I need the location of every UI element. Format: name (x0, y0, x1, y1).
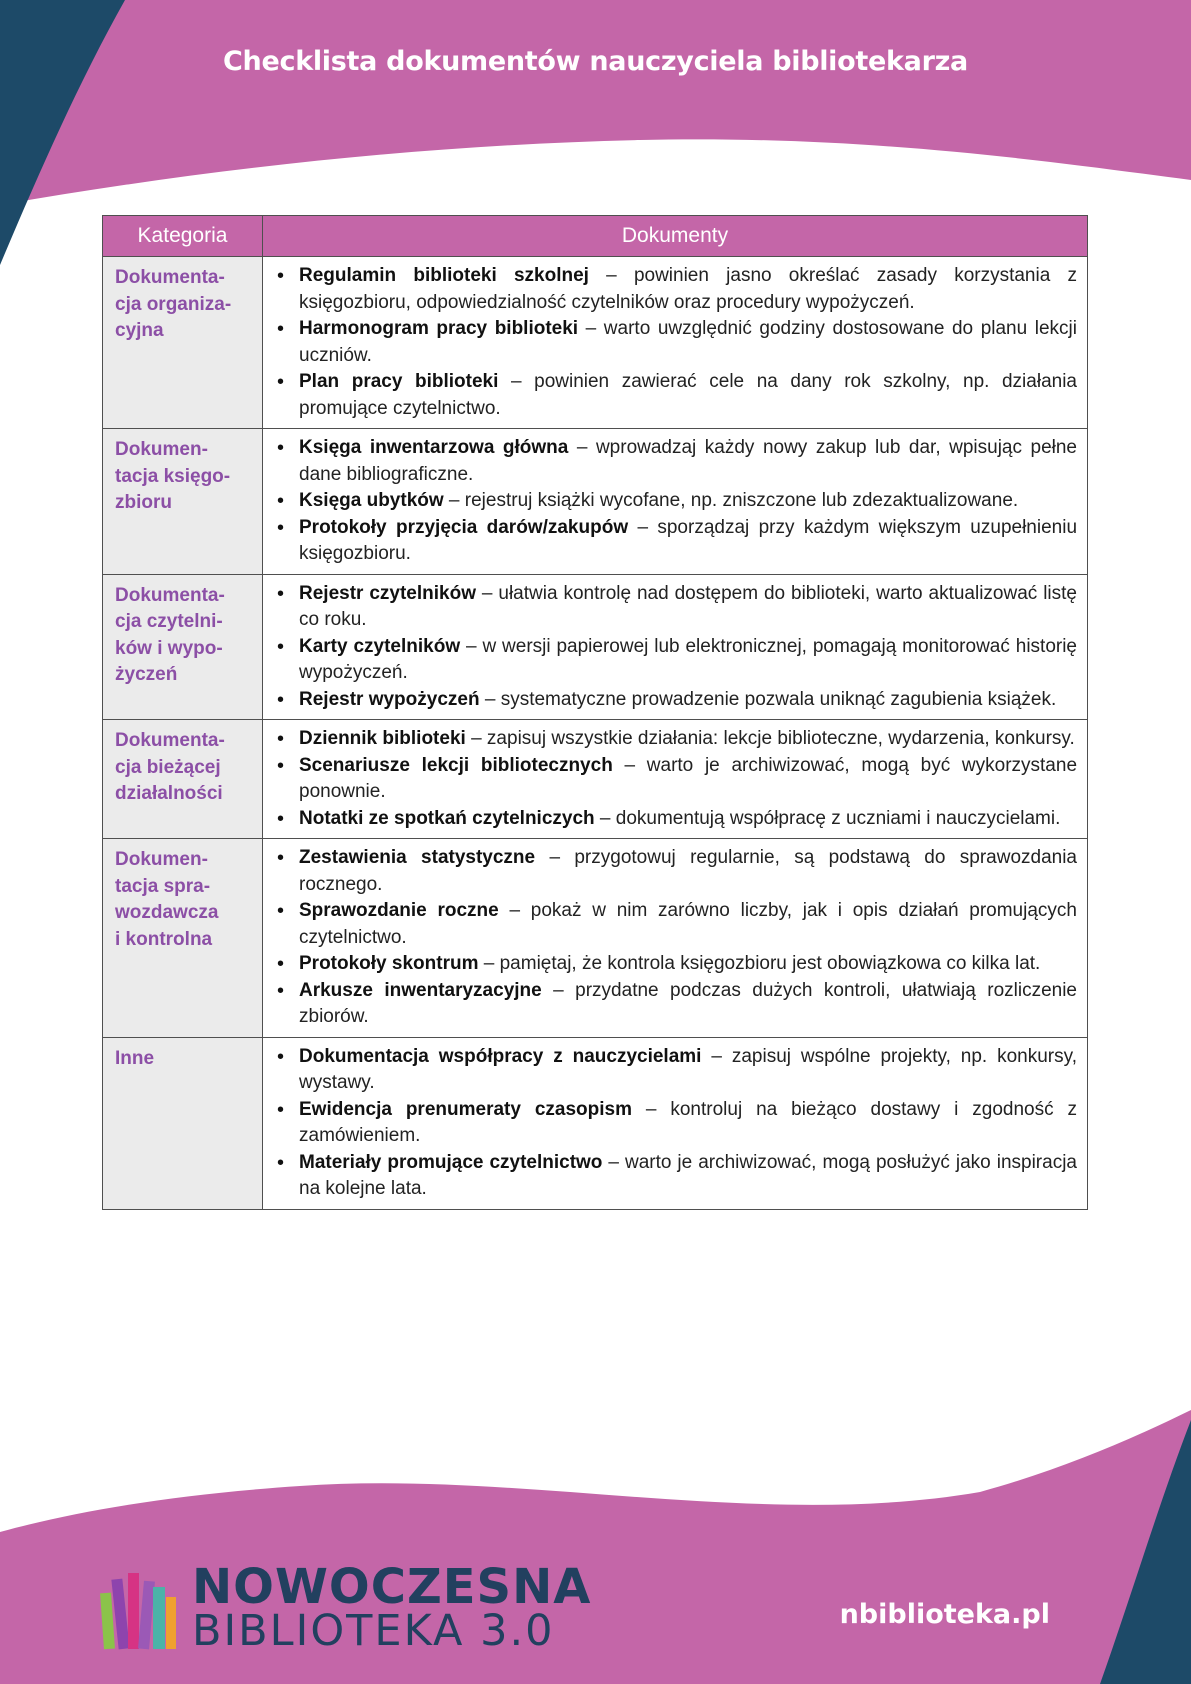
document-name: Protokoły przyjęcia darów/zakupów (299, 516, 629, 538)
list-item (275, 978, 1077, 1031)
document-name: Rejestr wypożyczeń (299, 688, 480, 710)
list-item (275, 726, 1077, 753)
document-description: – zapisuj wszystkie działania: lekcje biblioteczne, wydarzenia, konkursy. (465, 728, 1075, 749)
document-name: Materiały promujące czytelnictwo (299, 1151, 603, 1173)
category-label-line: cja czytelni- (115, 611, 223, 632)
table-row (103, 1037, 1088, 1209)
list-item (275, 488, 1077, 515)
document-name: Karty czytelników (299, 635, 461, 657)
document-description: – ułatwia kontrolę nad dostępem do biblioteki, warto aktualizować listę co roku. (299, 582, 1077, 630)
category-label-line: Dokumen- (115, 439, 208, 460)
document-name: Scenariusze lekcji bibliotecznych (299, 754, 613, 776)
category-label-line: i kontrolna (115, 928, 213, 950)
category-label-line: Dokumen- (115, 849, 208, 870)
category-label-line: ków i wypo- (115, 637, 223, 659)
category-label-line: cyjna (115, 320, 164, 341)
document-description: – rejestruj książki wycofane, np. zniszczone lub zdezaktualizowane. (443, 490, 1019, 511)
document-description: – pokaż w nim zarówno liczby, jak i opis działań promujących czytelnictwo. (299, 900, 1077, 948)
category-cell (103, 1037, 263, 1209)
table-row (103, 574, 1088, 720)
document-description: – warto uwzględnić godziny dostosowane do planu lekcji uczniów. (299, 318, 1077, 366)
list-item (275, 845, 1077, 898)
document-list (275, 845, 1077, 1031)
category-label-line: wozdawcza (115, 902, 219, 923)
category-cell (103, 429, 263, 575)
document-name: Arkusze inwentaryzacyjne (299, 979, 542, 1001)
document-description: – przydatne podczas dużych kontroli, ułatwiają rozliczenie zbiorów. (299, 979, 1077, 1027)
document-name: Dziennik biblioteki (299, 728, 466, 749)
document-description: – sporządzaj przy każdym większym uzupełnieniu księgozbioru. (299, 516, 1078, 564)
document-description: – przygotowuj regularnie, są podstawą do sprawozdania rocznego. (299, 847, 1077, 895)
books-logo-icon (100, 1563, 180, 1653)
category-label-line: cja bieżącej (115, 756, 221, 778)
list-item (275, 898, 1077, 951)
header-documents: Dokumenty (263, 216, 1088, 257)
header-category: Kategoria (103, 216, 263, 257)
category-label-line: cja organiza- (115, 293, 232, 315)
list-item (275, 435, 1077, 488)
document-description: – powinien zawierać cele na dany rok szkolny, np. działania promujące czytelnictwo. (299, 371, 1077, 419)
logo-text-line1: NOWOCZESNA (192, 1559, 592, 1615)
list-item (275, 1150, 1077, 1203)
document-list (275, 726, 1077, 832)
document-name: Protokoły skontrum (299, 953, 479, 974)
category-cell (103, 720, 263, 839)
website-link[interactable]: nbiblioteka.pl (839, 1599, 1050, 1630)
document-description: – zapisuj wspólne projekty, np. konkursy, wystawy. (299, 1045, 1077, 1093)
list-item (275, 753, 1077, 806)
document-list (275, 435, 1077, 568)
list-item (275, 515, 1077, 568)
document-description: – w wersji papierowej lub elektronicznej, pomagają monitorować historię wypożyczeń. (299, 635, 1077, 683)
document-list (275, 263, 1077, 422)
list-item (275, 634, 1077, 687)
category-cell (103, 574, 263, 720)
document-name: Sprawozdanie roczne (299, 900, 499, 921)
document-name: Ewidencja prenumeraty czasopism (299, 1098, 632, 1120)
category-label-line: tacja spra- (115, 875, 211, 897)
category-label-line: życzeń (115, 664, 178, 685)
category-label-line: tacja księgo- (115, 465, 231, 487)
category-label-line: Dokumenta- (115, 584, 225, 606)
list-item (275, 263, 1077, 316)
table-row (103, 257, 1088, 429)
document-description: – dokumentują współpracę z uczniami i nauczycielami. (594, 807, 1061, 829)
document-description: – pamiętaj, że kontrola księgozbioru jest obowiązkowa co kilka lat. (478, 953, 1041, 974)
document-description: – kontroluj na bieżąco dostawy i zgodność z zamówieniem. (299, 1098, 1077, 1146)
document-name: Zestawienia statystyczne (299, 847, 536, 868)
category-cell (103, 839, 263, 1038)
list-item (275, 951, 1077, 978)
document-name: Księga ubytków (299, 490, 444, 511)
table-body (103, 257, 1088, 1210)
documents-cell (263, 429, 1088, 575)
logo (100, 1559, 592, 1656)
document-name: Plan pracy biblioteki (299, 371, 499, 392)
logo-text-line2: BIBLIOTEKA 3.0 (192, 1606, 555, 1656)
documents-cell (263, 720, 1088, 839)
category-label-line: działalności (115, 783, 223, 804)
table-header-row (103, 216, 1088, 257)
page-title: Checklista dokumentów nauczyciela bibliotekarza (223, 46, 968, 77)
category-label-line: Inne (115, 1047, 155, 1069)
document-list (275, 1044, 1077, 1203)
documents-cell (263, 574, 1088, 720)
list-item (275, 1097, 1077, 1150)
category-label-line: Dokumenta- (115, 267, 225, 288)
list-item (275, 1044, 1077, 1097)
document-name: Rejestr czytelników (299, 582, 476, 604)
documents-table (102, 215, 1088, 1210)
list-item (275, 687, 1077, 714)
document-description: – systematyczne prowadzenie pozwala uniknąć zagubienia książek. (479, 688, 1057, 710)
category-label-line: zbioru (115, 492, 172, 513)
table-row (103, 720, 1088, 839)
document-list (275, 581, 1077, 714)
document-name: Księga inwentarzowa główna (299, 437, 569, 458)
document-description: – powinien jasno określać zasady korzystania z księgozbioru, odpowiedzialność czytelników oraz procedury wypożyczeń. (299, 265, 1078, 313)
document-name: Dokumentacja współpracy z nauczycielami (299, 1045, 702, 1067)
documents-cell (263, 839, 1088, 1038)
document-description: – warto je archiwizować, mogą być wykorzystane ponownie. (299, 754, 1078, 802)
list-item (275, 316, 1077, 369)
document-name: Regulamin biblioteki szkolnej (299, 265, 589, 286)
documents-cell (263, 1037, 1088, 1209)
list-item (275, 369, 1077, 422)
table-row (103, 429, 1088, 575)
document-name: Notatki ze spotkań czytelniczych (299, 807, 595, 829)
document-name: Harmonogram pracy biblioteki (299, 318, 579, 339)
table-row (103, 839, 1088, 1038)
list-item (275, 806, 1077, 833)
document-description: – warto je archiwizować, mogą posłużyć jako inspiracja na kolejne lata. (299, 1151, 1077, 1199)
category-label-line: Dokumenta- (115, 730, 225, 751)
category-cell (103, 257, 263, 429)
documents-cell (263, 257, 1088, 429)
list-item (275, 581, 1077, 634)
document-description: – wprowadzaj każdy nowy zakup lub dar, wpisując pełne dane bibliograficzne. (299, 437, 1077, 485)
